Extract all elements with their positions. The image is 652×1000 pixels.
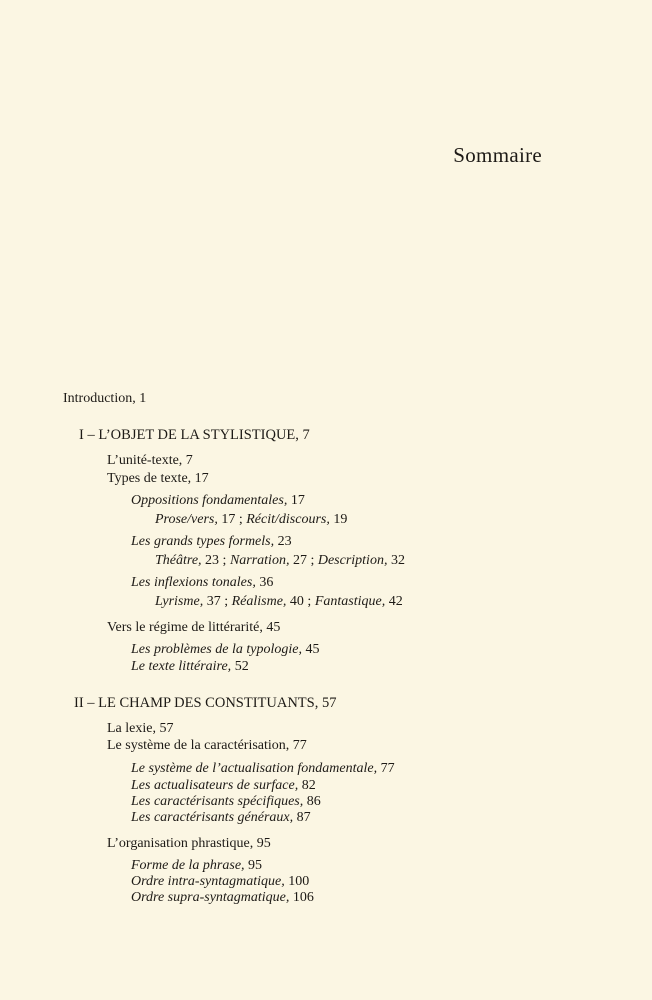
toc-subsection-title: Forme de la phrase, xyxy=(131,858,245,873)
toc-subsection-inflexions xyxy=(131,574,273,592)
toc-item-title: Théâtre, xyxy=(155,553,202,568)
toc-section-types-de-texte: Types de texte, 17 xyxy=(107,471,209,486)
toc-page-number: 23 xyxy=(274,534,292,549)
toc-item-title: Prose/vers, xyxy=(155,512,218,527)
toc-subsection-actualisation xyxy=(131,760,395,778)
toc-item-title: Description, xyxy=(317,553,388,568)
toc-subsection-typologie xyxy=(131,641,319,659)
toc-subsection-title: Les inflexions tonales, xyxy=(131,575,256,590)
page-title: Sommaire xyxy=(453,143,542,167)
toc-page-number: 86 xyxy=(303,794,321,809)
toc-introduction: Introduction, 1 xyxy=(63,391,147,406)
toc-page-number: 95 xyxy=(244,858,263,873)
toc-page-number: 19 xyxy=(329,512,348,527)
toc-page-number: 82 xyxy=(298,778,316,793)
toc-item-title: Récit/discours, xyxy=(246,512,330,527)
toc-page-number: 17 ; xyxy=(217,512,247,527)
toc-section-litterarite: Vers le régime de littérarité, 45 xyxy=(107,620,281,635)
toc-subsection-generaux xyxy=(131,809,311,827)
toc-page-number: 17 xyxy=(287,493,305,508)
toc-subsection-texte-litteraire xyxy=(131,658,249,676)
toc-subsection-supra xyxy=(131,889,314,907)
toc-subsection-title: Les grands types formels, xyxy=(131,534,275,549)
toc-page-number: 42 xyxy=(385,594,403,609)
toc-subsection-title: Les problèmes de la typologie, xyxy=(131,642,302,657)
toc-subsection-title: Oppositions fondamentales, xyxy=(131,493,288,508)
toc-section-unite-texte: L’unité-texte, 7 xyxy=(107,453,193,468)
toc-page-number: 106 xyxy=(289,890,314,905)
toc-item-title: Lyrisme, xyxy=(155,594,204,609)
toc-section-phrastique: L’organisation phrastique, 95 xyxy=(107,836,271,851)
toc-section-caracterisation: Le système de la caractérisation, 77 xyxy=(107,738,307,753)
toc-page-number: 40 ; xyxy=(286,594,315,609)
toc-page-number: 23 ; xyxy=(201,553,230,568)
toc-subsection-title: Les caractérisants spécifiques, xyxy=(131,794,304,809)
toc-item-title: Réalisme, xyxy=(231,594,287,609)
toc-items-oppositions xyxy=(155,511,347,529)
toc-subsection-title: Le système de l’actualisation fondamentale, xyxy=(131,761,378,776)
toc-subsection-title: Les actualisateurs de surface, xyxy=(131,778,299,793)
toc-page-number: 77 xyxy=(377,761,395,776)
toc-subsection-oppositions xyxy=(131,492,305,510)
toc-page-number: 52 xyxy=(231,659,249,674)
toc-items-inflexions xyxy=(155,593,403,611)
toc-page-number: 27 ; xyxy=(289,553,318,568)
toc-page-number: 36 xyxy=(255,575,274,590)
toc-subsection-title: Ordre supra-syntagmatique, xyxy=(131,890,290,905)
toc-part-2-heading: II – LE CHAMP DES CONSTITUANTS, 57 xyxy=(74,695,337,711)
toc-page-number: 32 xyxy=(387,553,405,568)
toc-page-number: 45 xyxy=(301,642,320,657)
toc-subsection-grands-types xyxy=(131,533,292,551)
toc-section-lexie: La lexie, 57 xyxy=(107,721,174,736)
toc-items-grands-types xyxy=(155,552,405,570)
toc-item-title: Fantastique, xyxy=(314,594,386,609)
toc-page-number: 37 ; xyxy=(203,594,232,609)
toc-item-title: Narration, xyxy=(229,553,290,568)
toc-page-number: 87 xyxy=(293,810,311,825)
toc-subsection-title: Le texte littéraire, xyxy=(131,659,232,674)
toc-part-1-heading: I – L’OBJET DE LA STYLISTIQUE, 7 xyxy=(79,427,310,443)
toc-subsection-title: Ordre intra-syntagmatique, xyxy=(131,874,285,889)
toc-subsection-title: Les caractérisants généraux, xyxy=(131,810,294,825)
toc-page-number: 100 xyxy=(284,874,310,889)
